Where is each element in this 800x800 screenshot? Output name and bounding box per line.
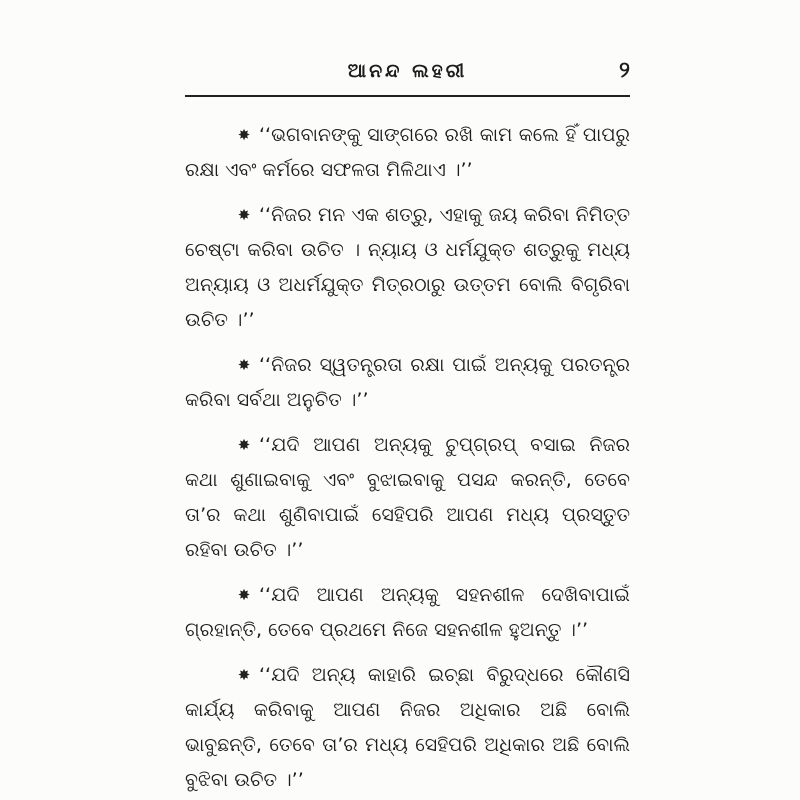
quote-item bbox=[185, 118, 630, 188]
star-bullet-icon: ✸ bbox=[237, 126, 251, 144]
star-bullet-icon: ✸ bbox=[237, 436, 251, 454]
quote-text: ‘‘ଯଦି ଆପଣ ଅନ୍ୟକୁ ଚୁପ୍‌ଗ୍ରପ୍ ବସାଇ ନିଜର କଥା ଶୁଣାଇବାକୁ ଏବଂ ବୁଝାଇବାକୁ ପସନ୍ଦ କରନ୍ତି, ତେବେ ତା’ର କଥା ଶୁଣିବାପାଇଁ ସେହିପରି ଆପଣ ମଧ୍ୟ ପ୍ରସ୍ତୁତ ରହିବା ଉଚିତ ।’’ bbox=[185, 434, 630, 561]
quote-text: ‘‘ନିଜର ମନ ଏକ ଶତ୍ରୁ, ଏହାକୁ ଜୟ କରିବା ନିମିତ୍ତ ଚେଷ୍ଟା କରିବା ଉଚିତ । ନ୍ୟାୟ ଓ ଧର୍ମଯୁକ୍ତ ଶତ୍ରୁକୁ ମଧ୍ୟ ଅନ୍ୟାୟ ଓ ଅଧର୍ମଯୁକ୍ତ ମିତ୍ରଠାରୁ ଉତ୍ତମ ବୋଲି ବିଗୃରିବା ଉଚିତ ।’’ bbox=[185, 204, 630, 331]
quote-item bbox=[185, 348, 630, 418]
quote-item bbox=[185, 658, 630, 798]
quote-text: ‘‘ନିଜର ସ୍ୱତନ୍ତ୍ରତା ରକ୍ଷା ପାଇଁ ଅନ୍ୟକୁ ପରତନ୍ତ୍ର କରିବା ସର୍ବଥା ଅନୁଚିତ ।’’ bbox=[185, 354, 630, 411]
quote-item bbox=[185, 428, 630, 568]
page-header bbox=[185, 58, 630, 98]
quote-text: ‘‘ଯଦି ଆପଣ ଅନ୍ୟକୁ ସହନଶୀଳ ଦେଖିବାପାଇଁ ଗ୍ରହାନ୍ତି, ତେବେ ପ୍ରଥମେ ନିଜେ ସହନଶୀଳ ହୁଅନ୍ତୁ ।’’ bbox=[185, 584, 630, 641]
header-rule bbox=[185, 95, 630, 97]
star-bullet-icon: ✸ bbox=[237, 586, 251, 604]
page-number: ୨ bbox=[619, 58, 630, 83]
quote-item bbox=[185, 578, 630, 648]
quote-text: ‘‘ଭଗବାନଙ୍କୁ ସାଙ୍ଗରେ ରଖି କାମ କଲେ ହିଁ ପାପରୁ ରକ୍ଷା ଏବଂ କର୍ମରେ ସଫଳତା ମିଳିଥାଏ ।’’ bbox=[185, 124, 630, 181]
quote-text: ‘‘ଯଦି ଅନ୍ୟ କାହାରି ଇଚ୍ଛା ବିରୁଦ୍ଧରେ କୌଣସି କାର୍ଯ୍ୟ କରିବାକୁ ଆପଣ ନିଜର ଅଧିକାର ଅଛି ବୋଲି ଭାବୁଛନ୍ତି, ତେବେ ତା’ର ମଧ୍ୟ ସେହିପରି ଅଧିକାର ଅଛି ବୋଲି ବୁଝିବା ଉଚିତ ।’’ bbox=[185, 664, 630, 791]
star-bullet-icon: ✸ bbox=[237, 206, 251, 224]
quote-item bbox=[185, 198, 630, 338]
star-bullet-icon: ✸ bbox=[237, 666, 251, 684]
running-title: ଆନନ୍ଦ ଲହରୀ bbox=[347, 60, 468, 82]
quote-list bbox=[185, 118, 630, 800]
star-bullet-icon: ✸ bbox=[237, 356, 251, 374]
